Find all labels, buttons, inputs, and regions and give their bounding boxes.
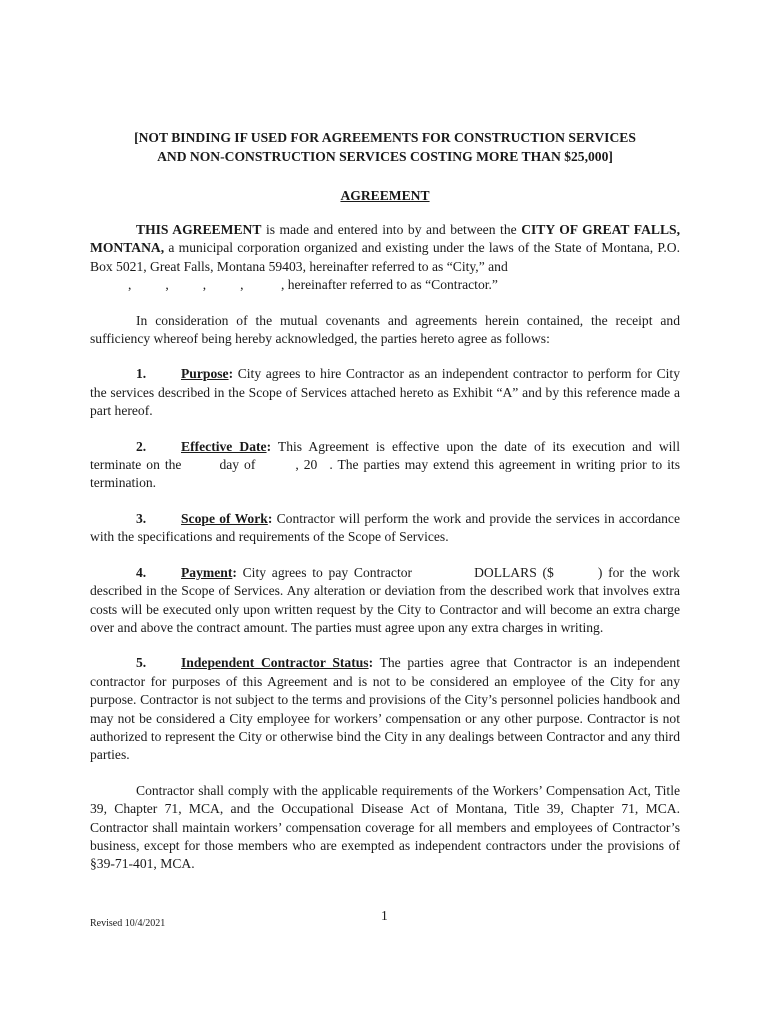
section-5-heading: Independent Contractor Status: [181, 655, 369, 671]
section-5-number: 5.: [136, 655, 147, 671]
section-2-body-b: day of: [219, 457, 256, 473]
consideration-paragraph: In consideration of the mutual covenants and agreements herein contained, the receipt and sufficiency whereof being hereby acknowledged, the parties hereto agree as follows:: [90, 312, 680, 347]
contractor-address-blanks: , , , ,: [128, 277, 244, 293]
intro-lead: THIS AGREEMENT: [136, 222, 262, 237]
notice-line-1: [NOT BINDING IF USED FOR AGREEMENTS FOR CONSTRUCTION SERVICES: [134, 130, 636, 145]
revision-date: Revised 10/4/2021: [90, 918, 166, 929]
intro-paragraph: [90, 221, 680, 295]
page-number: 1: [381, 908, 388, 923]
section-2-body-a: This Agreement is effective upon the date of its execution and will terminate on the: [90, 438, 680, 473]
section-2-number: 2.: [136, 438, 147, 454]
intro-city-name: CITY OF GREAT FALLS, MONTANA,: [90, 222, 680, 256]
section-5-independent-contractor: [90, 654, 680, 764]
section-1-purpose: [90, 365, 680, 420]
workers-comp-paragraph: Contractor shall comply with the applicable requirements of the Workers’ Compensation Act, Title 39, Chapter 71, MCA, and the Occupational Disease Act of Montana, Title 39, Chapter 71, MCA. Contractor shall maintain workers’ compensation coverage for all members and employees of Contractor’s business, except for those members who are exempted as independent contractors under the provisions of §39-71-401, MCA.: [90, 782, 680, 872]
section-5-body: The parties agree that Contractor is an independent contractor for purposes of this Agreement and is not to be considered an employee of the City for any purpose. Contractor is not subject to the terms and provisions of the City’s personnel policies handbook and may not be considered a City employee for workers’ compensation or any other purpose. Contractor is not authorized to represent the City or otherwise bind the City in any dealings between Contractor and any third parties.: [90, 655, 680, 763]
section-3-scope-of-work: [90, 510, 680, 547]
section-2-body-c: , 20: [295, 457, 318, 473]
section-4-body-c: ) for the work described in the Scope of Services. Any alteration or deviation from the described work that involves extra costs will be executed only upon written request by the City to Contractor and will become an extra charge over and above the contract amount. The parties must agree upon any extra charges in writing.: [90, 564, 680, 635]
agreement-title: AGREEMENT: [340, 188, 430, 203]
section-1-body: City agrees to hire Contractor as an independent contractor to perform for City the services described in the Scope of Services attached hereto as Exhibit “A” and by this reference made a part hereof.: [90, 366, 680, 419]
section-5-colon: :: [368, 655, 374, 671]
contractor-reference: , hereinafter referred to as “Contractor.”: [277, 277, 498, 293]
section-3-body: Contractor will perform the work and provide the services in accordance with the specifications and requirements of the Scope of Services.: [90, 510, 680, 545]
section-3-colon: :: [267, 510, 273, 526]
notice-line-2: AND NON-CONSTRUCTION SERVICES COSTING MORE THAN $25,000]: [157, 149, 613, 164]
section-2-colon: :: [266, 438, 272, 454]
section-4-payment: [90, 564, 680, 638]
section-4-number: 4.: [136, 564, 147, 580]
intro-text-1: is made and entered into by and between the: [261, 222, 522, 237]
section-1-colon: :: [228, 366, 234, 382]
section-2-heading: Effective Date: [181, 438, 267, 454]
section-4-colon: :: [232, 564, 237, 580]
section-3-heading: Scope of Work: [181, 510, 268, 526]
section-2-body-d: . The parties may extend this agreement in writing prior to its termination.: [90, 457, 680, 491]
document-body: [90, 128, 680, 874]
section-4-body-a: City agrees to pay Contractor: [236, 564, 413, 580]
section-1-number: 1.: [136, 366, 147, 382]
intro-text-2: a municipal corporation organized and existing under the laws of the State of Montana, P.O. Box 5021, Great Falls, Montana 59403, hereinafter referred to as “City,” and: [90, 240, 680, 274]
section-3-number: 3.: [136, 510, 147, 526]
section-4-body-b: DOLLARS ($: [474, 564, 554, 580]
section-1-heading: Purpose: [181, 366, 229, 382]
section-4-heading: Payment: [181, 564, 233, 580]
section-2-effective-date: [90, 438, 680, 493]
